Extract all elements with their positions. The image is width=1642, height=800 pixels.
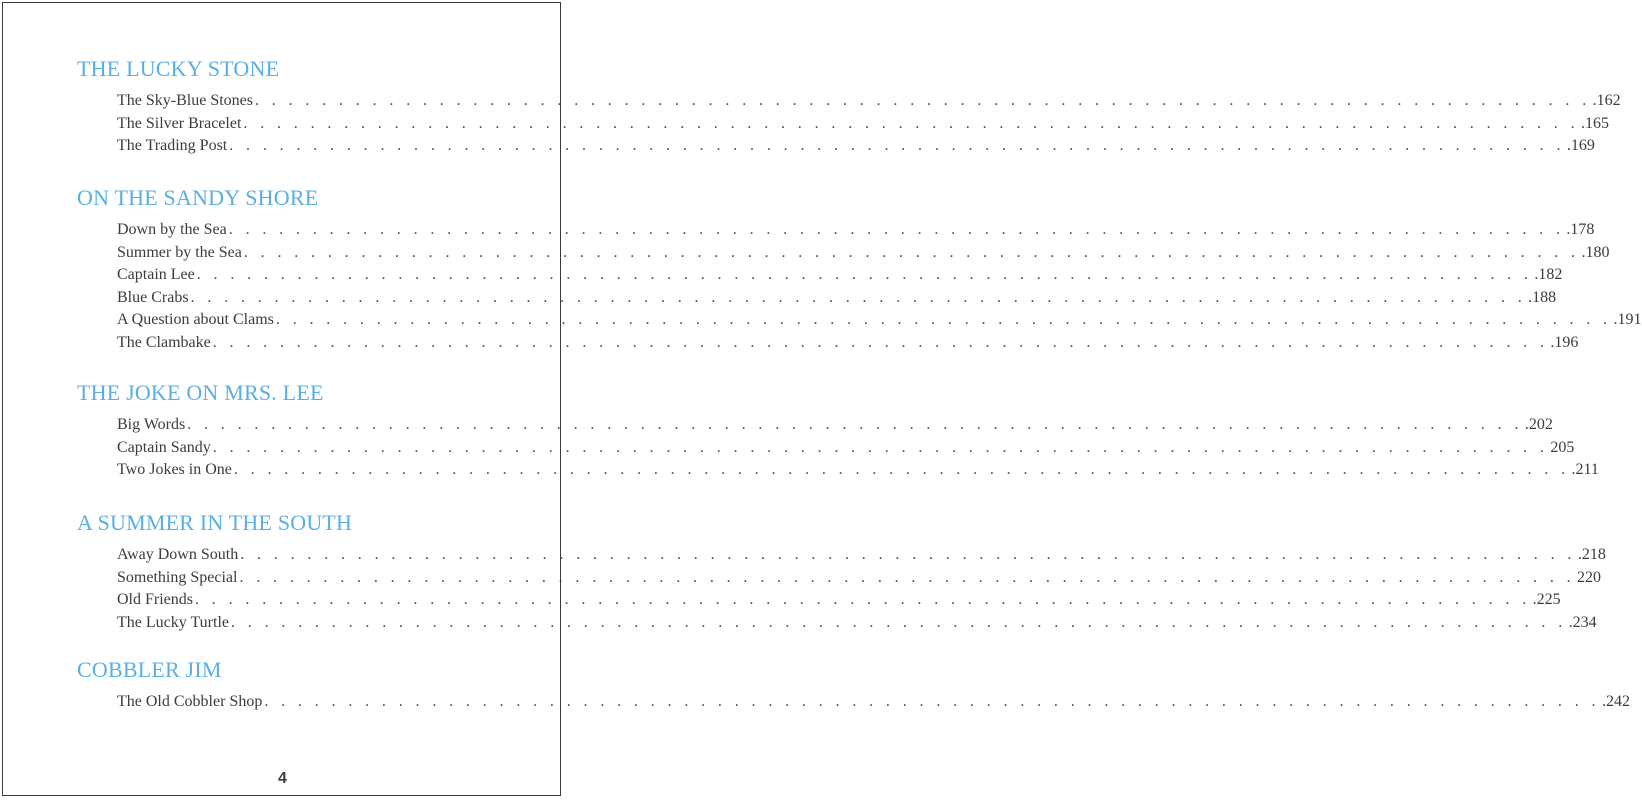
toc-entry: [117, 437, 1575, 460]
section-title: THE JOKE ON MRS. LEE: [77, 380, 324, 405]
entry-page: .211: [1571, 461, 1599, 478]
dot-leader: . . . . . . . . . . . . . . . . . . . . . . . . . . . . . . . . . . . . . . . . . . . . . . . . . . . . . . . . . . . . . . . . . . . . . . . . . . . . . . . .: [187, 416, 1523, 433]
section-title: COBBLER JIM: [77, 657, 222, 682]
page-number: 4: [278, 770, 287, 787]
toc-entry: [117, 414, 1553, 437]
entry-page: .188: [1528, 288, 1557, 306]
entry-title: Two Jokes in One: [117, 461, 232, 478]
entry-title: Blue Crabs: [117, 288, 189, 306]
entry-page: 220: [1577, 568, 1602, 586]
entry-title: A Question about Clams: [117, 311, 274, 328]
toc-entry: [117, 113, 1609, 136]
toc-entry: [117, 544, 1606, 567]
entry-page: .182: [1534, 266, 1563, 283]
entry-page: .234: [1568, 613, 1597, 631]
dot-leader: . . . . . . . . . . . . . . . . . . . . . . . . . . . . . . . . . . . . . . . . . . . . . . . . . . . . . . . . . . . . . . . . . . . . . . . . . . . . . . . .: [275, 311, 1612, 328]
toc-entry: [117, 589, 1561, 612]
entry-page: .242: [1601, 693, 1630, 710]
entry-title: The Silver Bracelet: [117, 114, 242, 132]
entry-title: The Lucky Turtle: [117, 613, 229, 631]
toc-entry: [117, 612, 1597, 635]
dot-leader: . . . . . . . . . . . . . . . . . . . . . . . . . . . . . . . . . . . . . . . . . . . . . . . . . . . . . . . . . . . . . . . . . . . . . . . . . . . . . . . .: [212, 333, 1549, 351]
entry-page: .191: [1613, 311, 1642, 328]
toc-entry: [117, 90, 1621, 113]
toc-entry: [117, 287, 1557, 310]
dot-leader: . . . . . . . . . . . . . . . . . . . . . . . . . . . . . . . . . . . . . . . . . . . . . . . . . . . . . . . . . . . . . . . . . . . . . . . . . . . . . . . .: [255, 92, 1591, 109]
entry-page: 205: [1550, 438, 1575, 456]
toc-entries: [117, 691, 1630, 714]
dot-leader: . . . . . . . . . . . . . . . . . . . . . . . . . . . . . . . . . . . . . . . . . . . . . . . . . . . . . . . . . . . . . . . . . . . . . . . . . . . . . . . .: [190, 288, 1527, 306]
entry-title: Captain Lee: [117, 266, 195, 283]
dot-leader: . . . . . . . . . . . . . . . . . . . . . . . . . . . . . . . . . . . . . . . . . . . . . . . . . . . . . . . . . . . . . . . . . . . . . . . . . . . . . . . .: [264, 693, 1600, 710]
toc-entry: [117, 309, 1642, 332]
entry-page: .178: [1566, 221, 1595, 238]
entry-page: .218: [1577, 546, 1606, 563]
entry-title: Captain Sandy: [117, 438, 211, 456]
dot-leader: . . . . . . . . . . . . . . . . . . . . . . . . . . . . . . . . . . . . . . . . . . . . . . . . . . . . . . . . . . . . . . . . . . . . . . . . . . . . . . . .: [233, 461, 1570, 478]
entry-title: The Sky-Blue Stones: [117, 92, 253, 109]
dot-leader: . . . . . . . . . . . . . . . . . . . . . . . . . . . . . . . . . . . . . . . . . . . . . . . . . . . . . . . . . . . . . . . . . . . . . . . . . . . . . . . .: [240, 546, 1576, 563]
dot-leader: . . . . . . . . . . . . . . . . . . . . . . . . . . . . . . . . . . . . . . . . . . . . . . . . . . . . . . . . . . . . . . . . . . . . . . . . . . . . . . . .: [243, 114, 1579, 132]
entry-page: .169: [1566, 137, 1595, 154]
dot-leader: . . . . . . . . . . . . . . . . . . . . . . . . . . . . . . . . . . . . . . . . . . . . . . . . . . . . . . . . . . . . . . . . . . . . . . . . . . . . . . . .: [229, 137, 1565, 154]
entry-title: Away Down South: [117, 546, 239, 563]
dot-leader: . . . . . . . . . . . . . . . . . . . . . . . . . . . . . . . . . . . . . . . . . . . . . . . . . . . . . . . . . . . . . . . . . . . . . . . . . . . . . . . .: [195, 591, 1531, 608]
entry-page: .180: [1581, 243, 1610, 261]
entry-page: .162: [1592, 92, 1621, 109]
toc-entry: [117, 135, 1595, 158]
section-title: A SUMMER IN THE SOUTH: [77, 510, 353, 535]
toc-entries: [117, 544, 1606, 634]
dot-leader: . . . . . . . . . . . . . . . . . . . . . . . . . . . . . . . . . . . . . . . . . . . . . . . . . . . . . . . . . . . . . . . . . . . . . . . . . . . . . . . .: [231, 613, 1567, 631]
toc-entries: [117, 90, 1621, 158]
toc-entry: [117, 219, 1595, 242]
toc-entries: [117, 414, 1599, 482]
entry-title: Down by the Sea: [117, 221, 227, 238]
toc-entry: [117, 567, 1602, 590]
toc-entry: [117, 242, 1610, 265]
toc-entry: [117, 459, 1599, 482]
section-title: THE LUCKY STONE: [77, 56, 280, 81]
entry-title: The Old Cobbler Shop: [117, 693, 263, 710]
entry-title: Something Special: [117, 568, 238, 586]
dot-leader: . . . . . . . . . . . . . . . . . . . . . . . . . . . . . . . . . . . . . . . . . . . . . . . . . . . . . . . . . . . . . . . . . . . . . . . . . . . . . . . .: [212, 438, 1549, 456]
entry-page: .202: [1524, 416, 1553, 433]
dot-leader: . . . . . . . . . . . . . . . . . . . . . . . . . . . . . . . . . . . . . . . . . . . . . . . . . . . . . . . . . . . . . . . . . . . . . . . . . . . . . . . .: [196, 266, 1533, 283]
dot-leader: . . . . . . . . . . . . . . . . . . . . . . . . . . . . . . . . . . . . . . . . . . . . . . . . . . . . . . . . . . . . . . . . . . . . . . . . . . . . . . . .: [228, 221, 1565, 238]
entry-page: .225: [1532, 591, 1561, 608]
dot-leader: . . . . . . . . . . . . . . . . . . . . . . . . . . . . . . . . . . . . . . . . . . . . . . . . . . . . . . . . . . . . . . . . . . . . . . . . . . . . . . . .: [243, 243, 1580, 261]
dot-leader: . . . . . . . . . . . . . . . . . . . . . . . . . . . . . . . . . . . . . . . . . . . . . . . . . . . . . . . . . . . . . . . . . . . . . . . . . . . . . . . .: [239, 568, 1576, 586]
entry-title: Summer by the Sea: [117, 243, 242, 261]
toc-entry: [117, 332, 1579, 355]
toc-entry: [117, 264, 1563, 287]
toc-entry: [117, 691, 1630, 714]
toc-entries: [117, 219, 1642, 354]
entry-title: The Trading Post: [117, 137, 228, 154]
entry-title: The Clambake: [117, 333, 211, 351]
entry-title: Big Words: [117, 416, 186, 433]
section-title: ON THE SANDY SHORE: [77, 185, 319, 210]
entry-page: .165: [1581, 114, 1609, 132]
entry-page: .196: [1550, 333, 1579, 351]
entry-title: Old Friends: [117, 591, 193, 608]
